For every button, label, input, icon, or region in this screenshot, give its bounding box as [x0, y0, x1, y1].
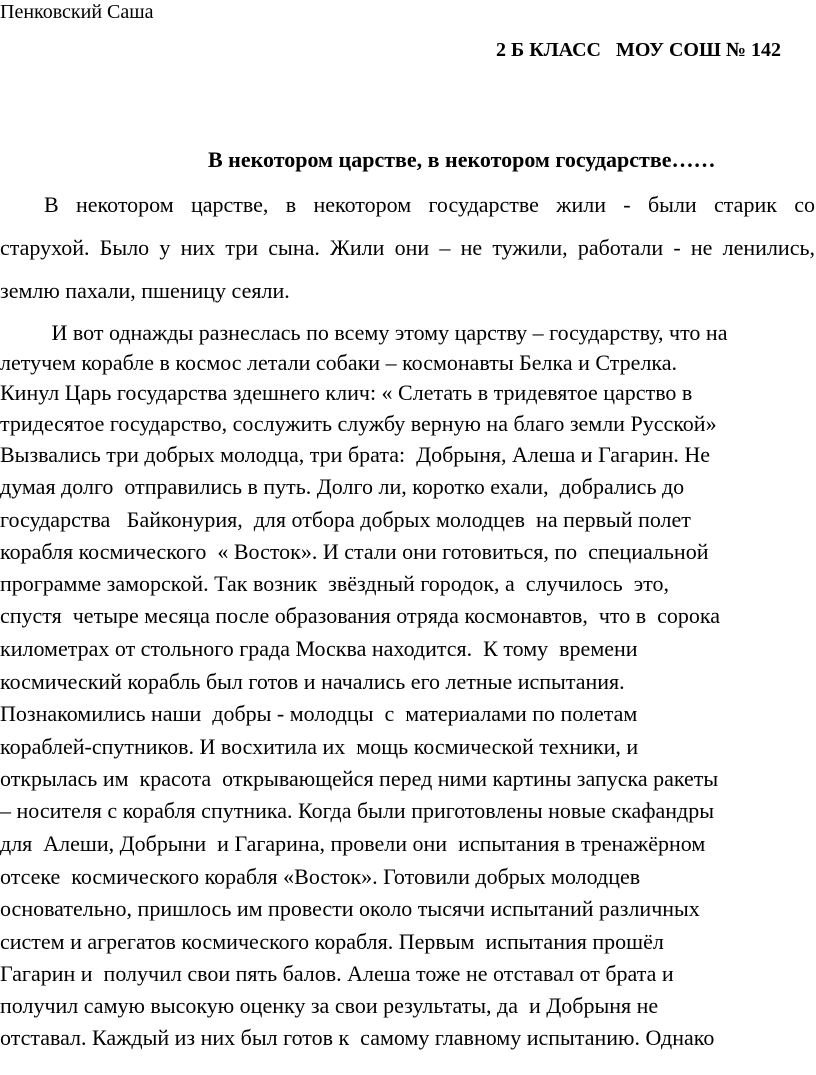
paragraph2-line: Вызвались три добрых молодца, три брата: Добрыня, Алеша и Гагарин. Не — [0, 442, 710, 467]
paragraph2-line: Кинул Царь государства здешнего клич: « Слетать в тридевятое царство в — [0, 380, 693, 405]
author-name: Пенковский Саша — [0, 1, 154, 23]
paragraph2-line: летучем корабле в космос летали собаки – космонавты Белка и Стрелка. — [0, 350, 678, 375]
paragraph2-line: И вот однажды разнеслась по всему этому царству – государству, что на — [46, 320, 728, 345]
paragraph2-line: отставал. Каждый из них был готов к самому главному испытанию. Однако — [0, 1025, 715, 1050]
paragraph2-line: основательно, пришлось им провести около тысячи испытаний различных — [0, 896, 700, 921]
paragraph2-line: тридесятое государство, сослужить службу верную на благо земли Русской» — [0, 411, 717, 436]
paragraph2-line: километрах от стольного града Москва находится. К тому времени — [0, 636, 638, 661]
paragraph2-line: спустя четыре месяца после образования отряда космонавтов, что в сорока — [0, 603, 720, 628]
paragraph2-line: корабля космического « Восток». И стали они готовиться, по специальной — [0, 539, 709, 564]
paragraph2-line: получил самую высокую оценку за свои результаты, да и Добрыня не — [0, 993, 659, 1018]
paragraph2-line: отсеке космического корабля «Восток». Готовили добрых молодцев — [0, 864, 641, 889]
paragraph2-line: открылась им красота открывающейся перед ними картины запуска ракеты — [0, 766, 719, 791]
paragraph1-line: старухой. Было у них три сына. Жили они – не тужили, работали - не ленились, — [0, 235, 815, 260]
paragraph2-line: Познакомились наши добры - молодцы с материалами по полетам — [0, 701, 638, 726]
paragraph2-line: космический корабль был готов и начались его летные испытания. — [0, 669, 625, 694]
paragraph2-line: – носителя с корабля спутника. Когда были приготовлены новые скафандры — [0, 798, 715, 823]
paragraph2-line: думая долго отправились в путь. Долго ли, коротко ехали, добрались до — [0, 474, 685, 499]
paragraph2-line: для Алеши, Добрыни и Гагарина, провели они испытания в тренажёрном — [0, 831, 706, 856]
paragraph2-line: Гагарин и получил свои пять балов. Алеша тоже не отставал от брата и — [0, 961, 674, 986]
school-class-header: 2 Б КЛАСС МОУ СОШ № 142 — [496, 39, 782, 61]
paragraph2-line: программе заморской. Так возник звёздный городок, а случилось это, — [0, 571, 669, 596]
paragraph2-line: государства Байконурия, для отбора добрых молодцев на первый полет — [0, 507, 691, 532]
paragraph2-line: кораблей-спутников. И восхитила их мощь космической техники, и — [0, 734, 639, 759]
story-title: В некотором царстве, в некотором государстве…… — [208, 147, 716, 172]
paragraph2-line: систем и агрегатов космического корабля. Первым испытания прошёл — [0, 929, 664, 954]
paragraph1-line: В некотором царстве, в некотором государстве жили - были старик со — [44, 192, 815, 217]
paragraph1-line: землю пахали, пшеницу сеяли. — [0, 278, 290, 303]
